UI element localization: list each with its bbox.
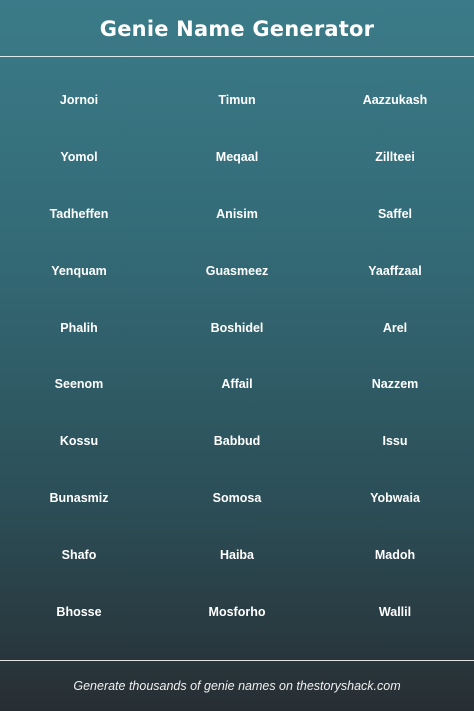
name-item: Yenquam (51, 263, 107, 278)
name-item: Bunasmiz (49, 490, 109, 505)
header-divider (0, 56, 474, 57)
name-item: Boshidel (210, 320, 264, 335)
name-item: Arel (382, 320, 408, 335)
footer (0, 661, 474, 711)
name-item: Zillteei (375, 150, 415, 165)
name-item: Kossu (59, 434, 99, 449)
header (0, 0, 474, 56)
name-item: Seenom (54, 377, 104, 392)
name-item: Yobwaia (370, 490, 420, 505)
name-item: Aazzukash (362, 93, 428, 108)
name-item: Phalih (60, 320, 98, 335)
name-item: Issu (382, 434, 408, 449)
name-item: Yaaffzaal (368, 263, 422, 278)
name-item: Mosforho (208, 604, 266, 619)
name-item: Madoh (374, 547, 416, 562)
name-item: Bhosse (56, 604, 102, 619)
name-item: Haiba (219, 547, 255, 562)
name-item: Meqaal (215, 150, 259, 165)
name-item: Anisim (216, 206, 258, 221)
name-item: Wallil (378, 604, 412, 619)
name-item: Tadheffen (49, 206, 109, 221)
name-item: Saffel (377, 206, 413, 221)
name-item: Somosa (212, 490, 262, 505)
name-item: Jornoi (59, 93, 99, 108)
names-grid (0, 72, 474, 640)
name-item: Nazzem (371, 377, 419, 392)
name-item: Guasmeez (205, 263, 269, 278)
name-item: Yomol (60, 150, 98, 165)
page-title: Genie Name Generator (99, 17, 375, 41)
name-item: Shafo (61, 547, 97, 562)
name-item: Affail (221, 377, 253, 392)
name-item: Timun (218, 93, 256, 108)
footer-text: Generate thousands of genie names on thestoryshack.com (73, 679, 401, 693)
name-item: Babbud (213, 434, 261, 449)
